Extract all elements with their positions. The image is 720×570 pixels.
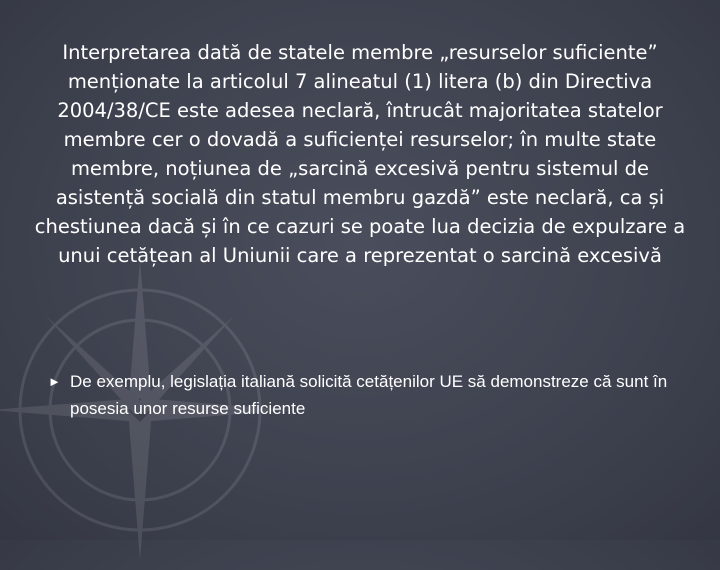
- slide-title: Interpretarea dată de statele membre „resurselor suficiente” menționate la articolul 7 alineatul (1) litera (b) din Directiva 2004/38/CE este adesea neclară, întrucât majoritatea statelor membre cer o dovadă a suficienței resurselor; în multe state membre, noțiunea de „sarcină excesivă pentru sistemul de asistență socială din statul membru gazdă” este neclară, ca și chestiunea dacă și în ce cazuri se poate lua decizia de expulzare a unui cetățean al Uniunii care a reprezentat o sarcină excesivă: [34, 41, 686, 267]
- bullet-list: [48, 368, 688, 422]
- bullet-text: De exemplu, legislația italiană solicită cetățenilor UE să demonstreze că sunt în posesia unor resurse suficiente: [70, 372, 668, 418]
- bullet-arrow-icon: ►: [48, 374, 61, 389]
- list-item: [48, 368, 688, 422]
